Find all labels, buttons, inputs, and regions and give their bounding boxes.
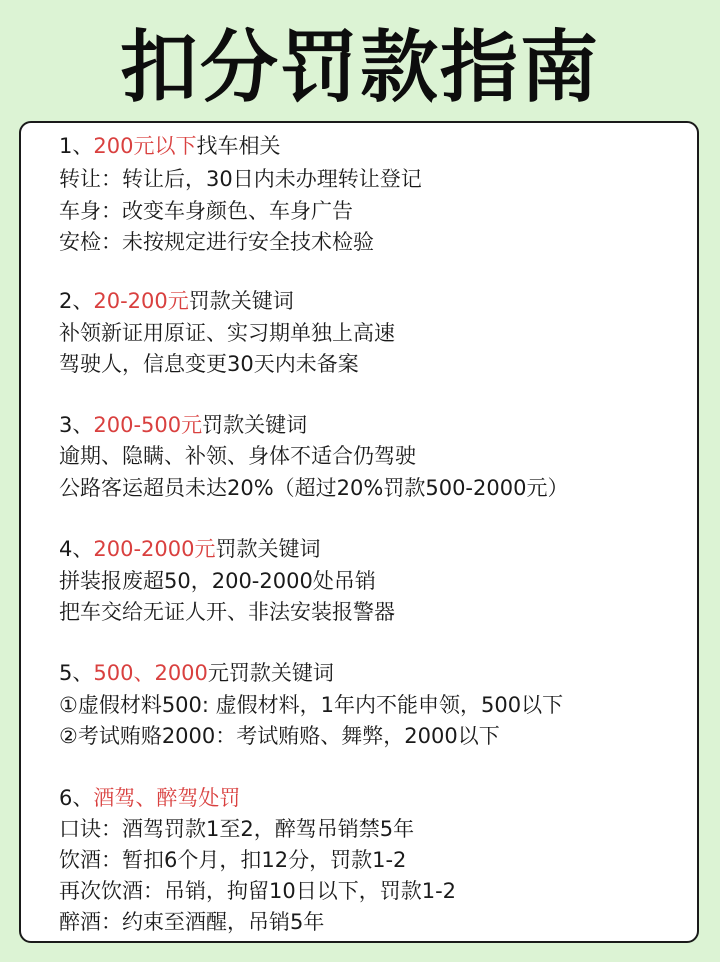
section-6-highlight: 酒驾、醉驾处罚 [93,786,241,810]
section-2-number: 2、 [59,289,94,313]
section-5-line-1: ①虚假材料500: 虚假材料，1年内不能申领，500以下 [59,693,564,717]
section-2-line-2: 驾驶人，信息变更30天内未备案 [59,352,359,376]
section-3-line-1: 逾期、隐瞒、补领、身体不适合仍驾驶 [59,444,416,468]
section-1-suffix: 找车相关 [196,134,281,158]
section-5-line-2: ②考试贿赂2000：考试贿赂、舞弊，2000以下 [59,724,500,748]
section-6-line-4: 醉酒：约束至酒醒，吊销5年 [59,910,325,934]
section-1-heading [59,131,280,161]
section-6-line-2: 饮酒：暂扣6个月，扣12分，罚款1-2 [59,848,407,872]
section-6-heading [59,783,240,813]
page-title: 扣分罚款指南 [119,23,600,113]
section-2-heading [59,286,294,316]
section-5-suffix: 元罚款关键词 [207,661,334,685]
section-1-number: 1、 [59,134,94,158]
section-5-heading [59,658,334,688]
section-3-line-2: 公路客运超员未达20%（超过20%罚款500-2000元） [59,476,569,500]
section-2-highlight: 20-200元 [93,289,189,313]
section-1-line-2: 车身：改变车身颜色、车身广告 [59,199,353,223]
section-4-suffix: 罚款关键词 [215,537,321,561]
section-3-suffix: 罚款关键词 [202,413,308,437]
section-3-number: 3、 [59,413,94,437]
section-6-line-3: 再次饮酒：吊销，拘留10日以下，罚款1-2 [59,879,457,903]
section-6-number: 6、 [59,786,94,810]
section-6-line-1: 口诀：酒驾罚款1至2，醉驾吊销禁5年 [59,817,415,841]
section-4-highlight: 200-2000元 [93,537,216,561]
section-1-highlight: 200元以下 [93,134,197,158]
section-4-heading [59,534,320,564]
section-1-line-3: 安检：未按规定进行安全技术检验 [59,230,374,254]
guide-card [19,121,699,943]
section-5-highlight: 500、2000 [93,661,208,685]
section-5-number: 5、 [59,661,94,685]
section-4-line-1: 拼装报废超50，200-2000处吊销 [59,569,376,593]
section-4-line-2: 把车交给无证人开、非法安装报警器 [59,600,395,624]
section-1-line-1: 转让：转让后，30日内未办理转让登记 [59,167,422,191]
section-4-number: 4、 [59,537,94,561]
section-2-suffix: 罚款关键词 [188,289,294,313]
section-3-highlight: 200-500元 [93,413,203,437]
section-3-heading [59,410,307,440]
section-2-line-1: 补领新证用原证、实习期单独上高速 [59,321,395,345]
